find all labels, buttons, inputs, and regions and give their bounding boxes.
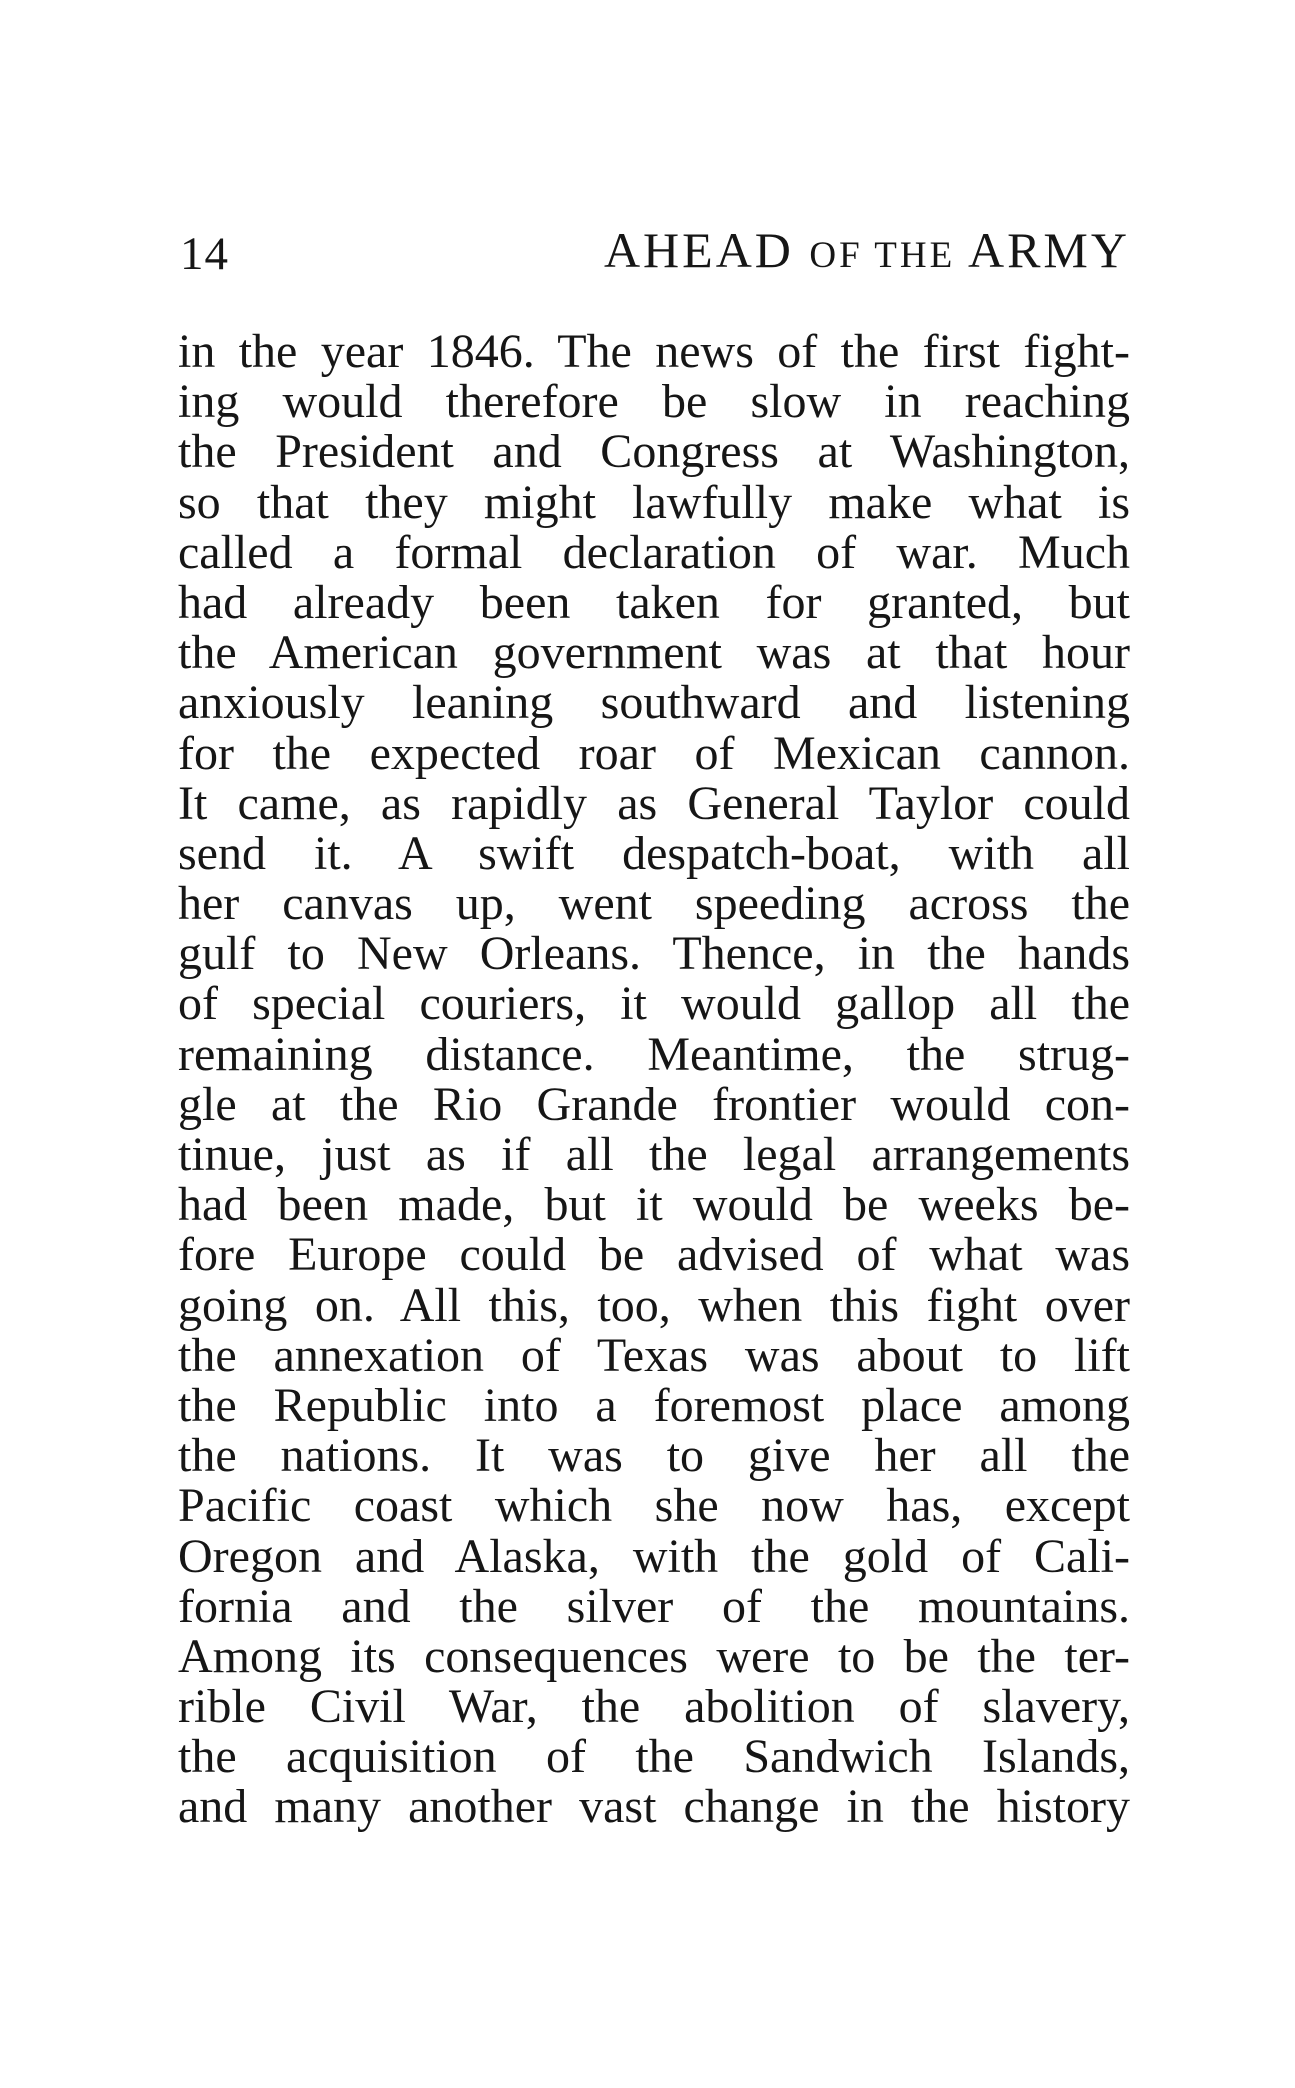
text-line: and many another vast change in the history [178,1780,1130,1834]
text-line: It came, as rapidly as General Taylor could [178,776,1130,830]
text-line: Pacific coast which she now has, except [178,1479,1130,1533]
text-line: gle at the Rio Grande frontier would con- [178,1077,1130,1131]
text-line: rible Civil War, the abolition of slavery, [178,1680,1130,1734]
text-line: Among its consequences were to be the ter- [178,1629,1130,1683]
text-line: send it. A swift despatch-boat, with all [178,826,1130,880]
running-title [604,222,1130,284]
text-line: the nations. It was to give her all the [178,1429,1130,1483]
text-line: her canvas up, went speeding across the [178,877,1130,931]
text-line: had already been taken for granted, but [178,575,1130,629]
text-line: remaining distance. Meantime, the strug- [178,1027,1130,1081]
running-title-word-1: AHEAD [603,222,810,278]
text-line: of special couriers, it would gallop all the [178,977,1130,1031]
text-line: going on. All this, too, when this fight over [178,1278,1130,1332]
text-line: the American government was at that hour [178,626,1130,680]
text-line: for the expected roar of Mexican cannon. [178,726,1130,780]
text-line: ing would therefore be slow in reaching [178,375,1130,429]
text-line: fornia and the silver of the mountains. [178,1579,1130,1633]
text-line: tinue, just as if all the legal arrangements [178,1128,1130,1181]
running-title-small-caps: OF THE [809,235,956,276]
text-line: in the year 1846. The news of the first fight- [178,325,1130,378]
text-line: called a formal declaration of war. Much [178,525,1130,579]
running-head [180,222,1130,282]
text-line: the President and Congress at Washington, [178,425,1130,479]
text-line: the annexation of Texas was about to lift [178,1328,1130,1382]
text-line: the acquisition of the Sandwich Islands, [178,1730,1130,1784]
text-line: had been made, but it would be weeks be- [178,1178,1130,1232]
text-line: fore Europe could be advised of what was [178,1228,1130,1282]
text-line: gulf to New Orleans. Thence, in the hands [178,927,1130,981]
page-number: 14 [180,228,229,280]
running-title-word-3: ARMY [955,222,1130,278]
text-line: Oregon and Alaska, with the gold of Cali- [178,1529,1130,1583]
body-text [178,327,1130,1833]
text-line: anxiously leaning southward and listening [178,676,1130,730]
text-line: so that they might lawfully make what is [178,475,1130,529]
text-line: the Republic into a foremost place among [178,1378,1130,1432]
